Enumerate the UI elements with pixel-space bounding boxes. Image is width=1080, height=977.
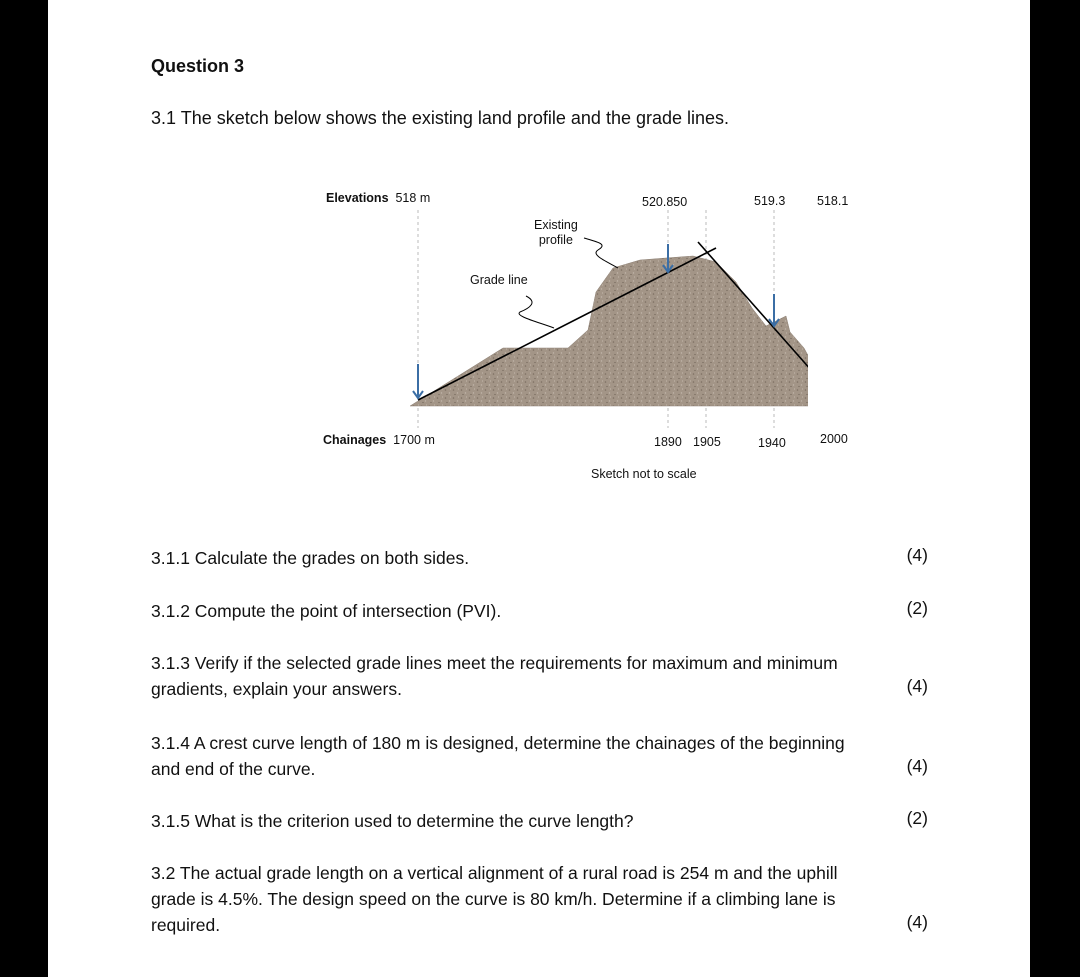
marks-3-1-4: (4) xyxy=(906,756,928,776)
chainage-1890: 1890 xyxy=(654,435,682,449)
item-3-2: 3.2 The actual grade length on a vertical alignment of a rural road is 254 m and the uphill grade is 4.5%. The design speed on the curve is 80 km/h. Determine if a climbing lane is required. xyxy=(151,863,838,935)
chainage-end: 2000 xyxy=(820,432,848,446)
chainages-row xyxy=(323,433,435,447)
profile-sketch xyxy=(268,180,849,490)
elevation-end: 518.1 xyxy=(817,194,849,208)
question-intro: 3.1 The sketch below shows the existing land profile and the grade lines. xyxy=(151,108,730,128)
chainages-label: Chainages xyxy=(323,433,387,447)
chainage-1940: 1940 xyxy=(758,436,786,450)
existing-profile-label: Existing profile xyxy=(534,218,578,247)
marks-3-1-3: (4) xyxy=(906,676,928,696)
grade-line-leader xyxy=(519,296,554,328)
existing-profile-leader xyxy=(584,238,618,268)
document-page xyxy=(48,0,1030,977)
item-3-1-3: 3.1.3 Verify if the selected grade lines meet the requirements for maximum and minimum gradients, explain your answers. xyxy=(151,653,838,699)
marks-3-1-2: (2) xyxy=(906,598,928,618)
chainage-start: 1700 m xyxy=(393,433,435,447)
elevations-row xyxy=(326,191,430,205)
elevations-label: Elevations xyxy=(326,191,389,205)
elevation-start: 518 m xyxy=(395,191,431,205)
sketch-note: Sketch not to scale xyxy=(591,467,697,481)
marks-3-1-5: (2) xyxy=(906,808,928,828)
grade-line-label: Grade line xyxy=(470,273,528,287)
item-3-1-4: 3.1.4 A crest curve length of 180 m is designed, determine the chainages of the beginning and end of the curve. xyxy=(151,733,845,779)
question-title: Question 3 xyxy=(151,56,245,76)
item-3-1-2: 3.1.2 Compute the point of intersection (PVI). xyxy=(151,601,502,621)
elevation-crest: 520.850 xyxy=(642,195,688,209)
item-3-1-1: 3.1.1 Calculate the grades on both sides. xyxy=(151,548,470,568)
chainage-1905: 1905 xyxy=(693,435,721,449)
item-3-1-5: 3.1.5 What is the criterion used to determine the curve length? xyxy=(151,811,634,831)
marks-3-1-1: (4) xyxy=(906,545,928,565)
elevation-519-3: 519.3 xyxy=(754,194,786,208)
marks-3-2: (4) xyxy=(906,912,928,932)
